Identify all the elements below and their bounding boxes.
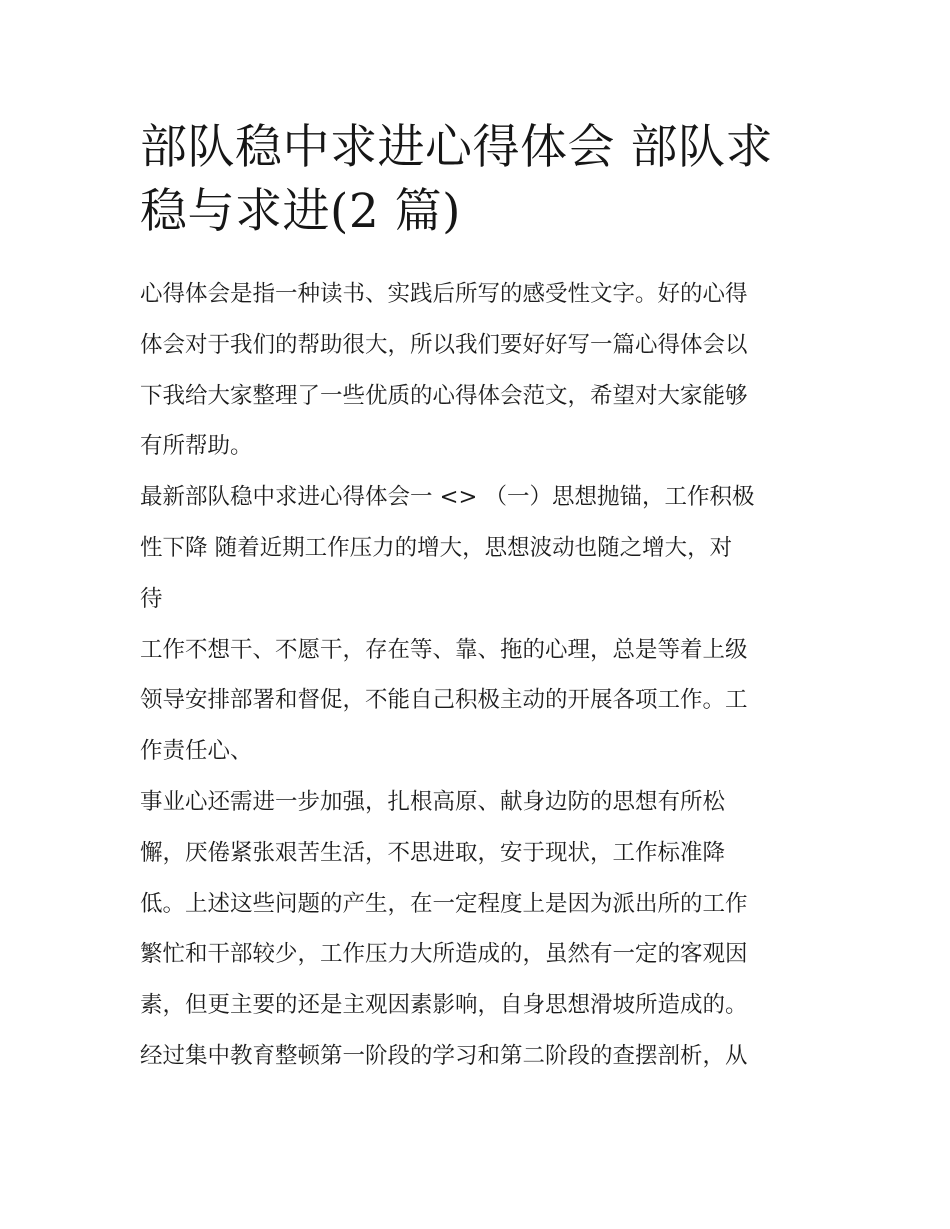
- body-line: 素，但更主要的还是主观因素影响，自身思想滑坡所造成的。: [140, 992, 748, 1019]
- document-title: [140, 116, 815, 244]
- body-line: 经过集中教育整顿第一阶段的学习和第二阶段的查摆剖析，从: [140, 1042, 748, 1069]
- document-content: [140, 116, 815, 1082]
- body-line: 懈，厌倦紧张艰苦生活，不思进取，安于现状，工作标准降: [140, 839, 726, 866]
- body-line: 有所帮助。: [140, 433, 253, 460]
- body-line: 低。上述这些问题的产生，在一定程度上是因为派出所的工作: [140, 890, 748, 917]
- body-line: 工作不想干、不愿干，存在等、靠、拖的心理，总是等着上级: [140, 636, 748, 663]
- title-line: 稳与求进(2 篇): [140, 184, 462, 239]
- body-line: 体会对于我们的帮助很大，所以我们要好好写一篇心得体会以: [140, 331, 748, 358]
- body-line: 最新部队稳中求进心得体会一 <> （一）思想抛锚，工作积极: [140, 484, 755, 511]
- body-line: 待: [140, 585, 163, 612]
- body-line: 领导安排部署和督促，不能自己积极主动的开展各项工作。工: [140, 687, 748, 714]
- body-line: 作责任心、: [140, 738, 253, 765]
- body-line: 繁忙和干部较少，工作压力大所造成的，虽然有一定的客观因: [140, 941, 748, 968]
- document-body: [140, 269, 815, 1082]
- body-line: 性下降 随着近期工作压力的增大，思想波动也随之增大，对: [140, 534, 733, 561]
- body-line: 心得体会是指一种读书、实践后所写的感受性文字。好的心得: [140, 281, 748, 307]
- body-line: 下我给大家整理了一些优质的心得体会范文，希望对大家能够: [140, 382, 748, 409]
- title-line: 部队稳中求进心得体会 部队求: [140, 120, 773, 175]
- body-line: 事业心还需进一步加强，扎根高原、献身边防的思想有所松: [140, 788, 726, 815]
